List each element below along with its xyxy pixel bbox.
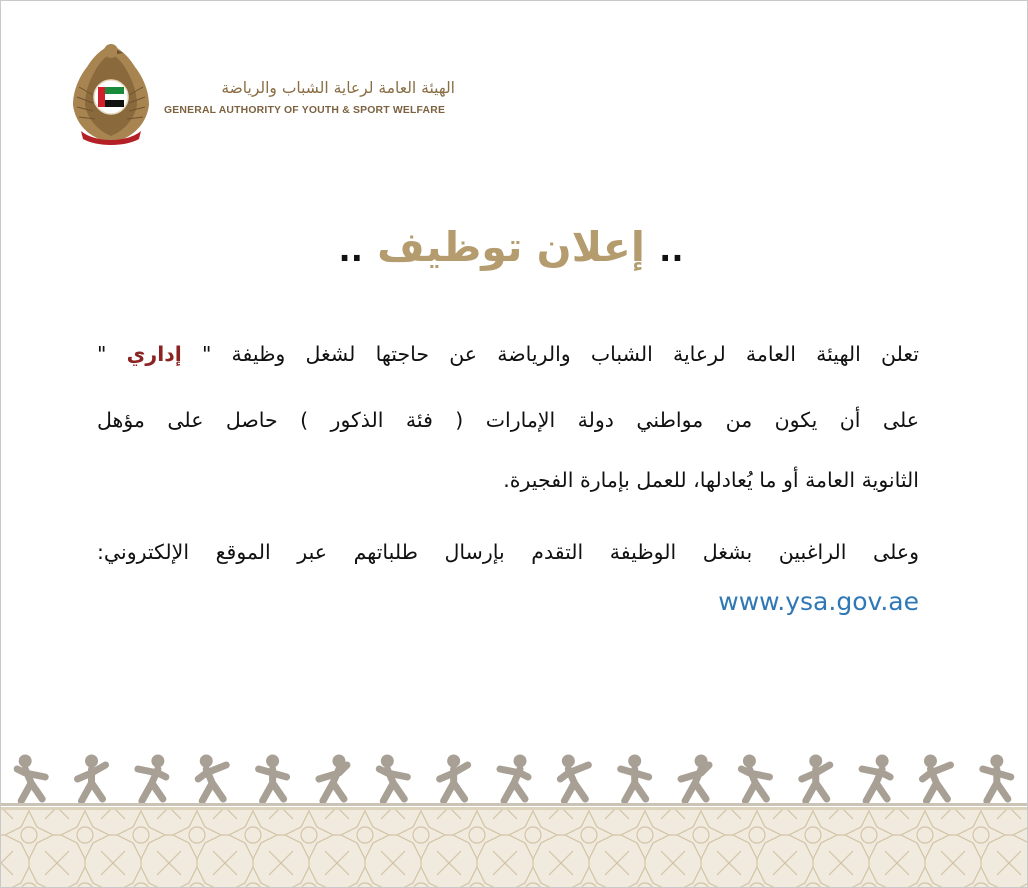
announcement-line-3: الثانوية العامة أو ما يُعادلها، للعمل بإمارة الفجيرة. xyxy=(503,468,919,492)
title-dots-start: .. xyxy=(659,231,684,269)
kayak-icon xyxy=(802,755,830,801)
basketball-icon xyxy=(259,755,287,801)
line-1-text: تعلن الهيئة العامة لرعاية الشباب والرياضة عن حاجتها لشغل وظيفة " xyxy=(201,342,919,366)
weightlifting-icon xyxy=(138,755,166,801)
sports-pictograms-band xyxy=(1,749,1027,807)
fencing-icon xyxy=(319,755,347,801)
hockey-icon xyxy=(198,755,226,801)
wrestling-icon xyxy=(983,755,1011,801)
tennis-icon xyxy=(681,755,709,801)
line-1-quote: " xyxy=(97,342,107,366)
gymnastics-icon xyxy=(922,755,950,801)
announcement-title xyxy=(251,223,771,271)
equestrian-icon xyxy=(440,755,468,801)
fencing-icon xyxy=(621,755,649,801)
job-title-highlight: إداري xyxy=(126,342,182,366)
arabesque-pattern-icon xyxy=(1,807,1027,887)
title-text: إعلان توظيف xyxy=(377,223,645,271)
uae-falcon-emblem-icon xyxy=(65,39,157,147)
announcement-line-2: على أن يكون من مواطني دولة الإمارات ( فئة الذكور ) حاصل على مؤهل xyxy=(97,408,919,432)
wheelchair-icon xyxy=(500,755,528,801)
swimming-icon xyxy=(379,755,407,801)
band-divider xyxy=(1,803,1027,806)
announcement-line-1 xyxy=(97,336,919,372)
organization-name-english: GENERAL AUTHORITY OF YOUTH & SPORT WELFARE xyxy=(164,105,446,116)
karate-icon xyxy=(560,755,588,801)
website-link[interactable]: www.ysa.gov.ae xyxy=(718,587,919,616)
judo-icon xyxy=(741,755,769,801)
volleyball-icon xyxy=(78,755,106,801)
organization-name-arabic: الهيئة العامة لرعاية الشباب والرياضة xyxy=(221,79,455,97)
announcement-line-4: وعلى الراغبين بشغل الوظيفة التقدم بإرسال طلباتهم عبر الموقع الإلكتروني: xyxy=(97,540,919,564)
wrestling-icon xyxy=(17,755,45,801)
title-dots-end: .. xyxy=(338,231,363,269)
archery-icon xyxy=(862,755,890,801)
